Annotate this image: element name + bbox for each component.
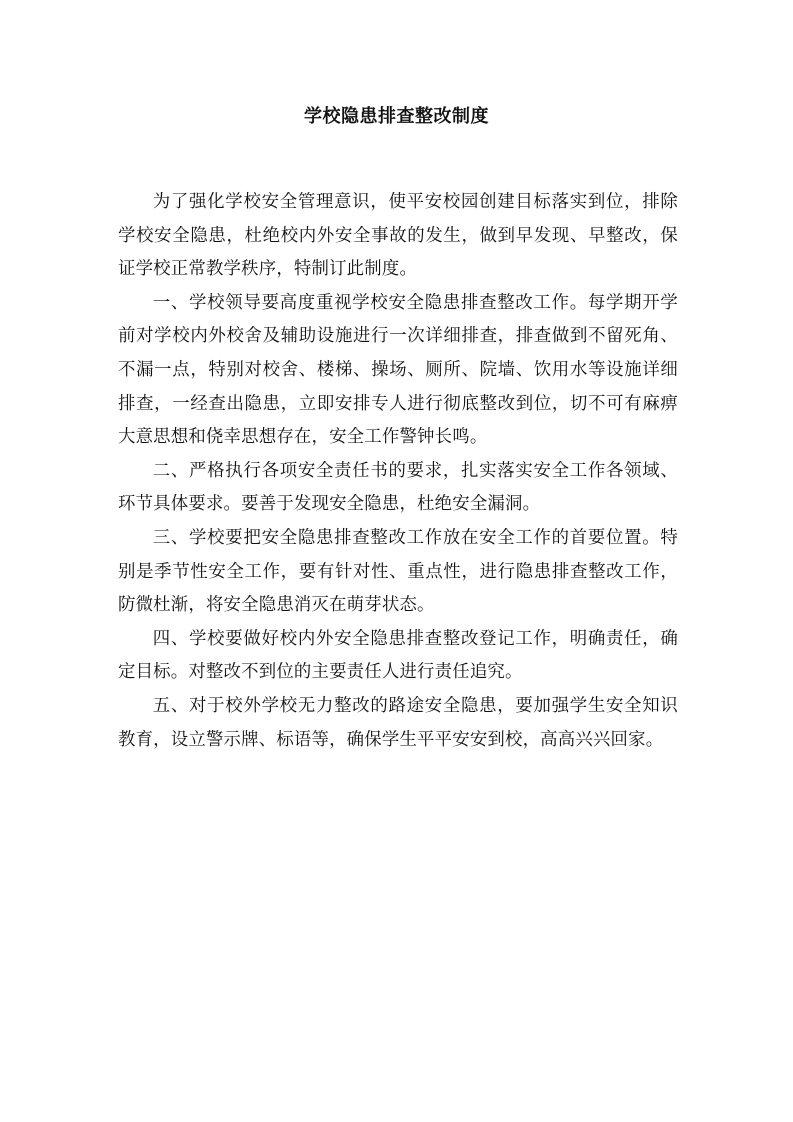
paragraph-intro: 为了强化学校安全管理意识，使平安校园创建目标落实到位，排除学校安全隐患，杜绝校内外安全事故的发生，做到早发现、早整改，保证学校正常教学秩序，特制订此制度。 [118,192,678,280]
paragraph-item-5: 五、对于校外学校无力整改的路途安全隐患，要加强学生安全知识教育，设立警示牌、标语等，确保学生平平安安到校，高高兴兴回家。 [118,695,678,750]
paragraph-item-1: 一、学校领导要高度重视学校安全隐患排查整改工作。每学期开学前对学校内外校舍及辅助设施进行一次详细排查，排查做到不留死角、不漏一点，特别对校舍、楼梯、操场、厕所、院墙、饮用水等设施详细排查，一经查出隐患，立即安排专人进行彻底整改到位，切不可有麻痹大意思想和侥幸思想存在，安全工作警钟长鸣。 [118,292,678,448]
document-body [118,186,678,757]
paragraph-item-2: 二、严格执行各项安全责任书的要求，扎实落实安全工作各领域、环节具体要求。要善于发现安全隐患，杜绝安全漏洞。 [118,460,678,515]
paragraph-item-4: 四、学校要做好校内外安全隐患排查整改登记工作，明确责任，确定目标。对整改不到位的主要责任人进行责任追究。 [118,628,678,683]
paragraph-item-3: 三、学校要把安全隐患排查整改工作放在安全工作的首要位置。特别是季节性安全工作，要有针对性、重点性，进行隐患排查整改工作，防微杜渐，将安全隐患消灭在萌芽状态。 [118,527,678,616]
document-title: 学校隐患排查整改制度 [304,106,489,127]
